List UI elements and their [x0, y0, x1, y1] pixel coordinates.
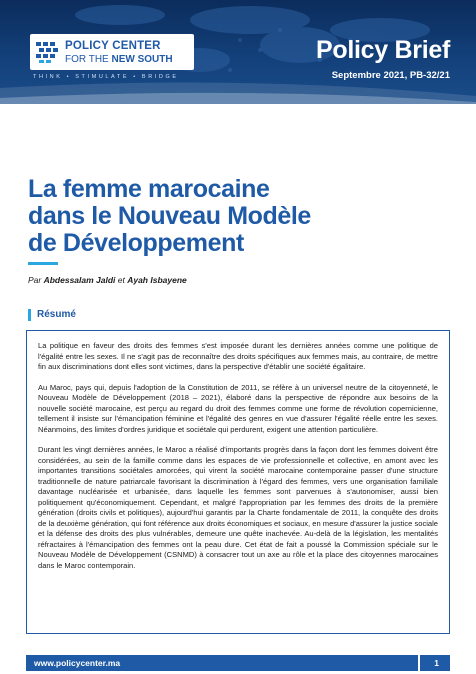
title-line-3: de Développement: [28, 229, 244, 257]
author-2: Ayah Isbayene: [127, 275, 187, 285]
document-type: Policy Brief: [316, 36, 450, 64]
title-line-2: dans le Nouveau Modèle: [28, 202, 311, 230]
logo-text-new-south: NEW SOUTH: [111, 54, 173, 65]
authors-line: [28, 275, 187, 285]
page-number: 1: [434, 658, 439, 668]
logo-text-for-the: FOR THE: [65, 54, 112, 65]
title-underline: [28, 262, 58, 265]
summary-paragraph-1: La politique en faveur des droits des femmes s'est imposée durant les dernières années comme une politique de l'égalité entre les sexes. Il ne s'agit pas de reconnaître des droits spécifiques aux femmes mais, au contraire, de mettre fin aux discriminations dont elles sont victimes, dans la perspective d'établir une société égalitaire.: [38, 341, 438, 371]
title-line-1: La femme marocaine: [28, 175, 270, 203]
summary-paragraph-3: Durant les vingt dernières années, le Maroc a réalisé d'importants progrès dans la façon dont les femmes doivent être considérées, au sein de la famille comme dans les espaces de vie professionnelle et collective, en amont avec les importantes transitions sociétales amorcées, qui virent la société marocaine contemporaine passer d'une structure traditionnelle de nature patriarcale favorisant la discrimination à l'égard des femmes, vers une organisation familiale davantage nucléarisée et urbanisée, dans laquelle les femmes sont parvenues à s'autonomiser, aussi bien politiquement qu'économiquement. Cependant, et malgré l'appropriation par les femmes des droits de la première génération (droits civils et politiques), aujourd'hui garantis par la Charte fondamentale de 2011, la conquête des droits de la deuxième génération, qui font référence aux droits économiques et sociaux, en mesure d'assurer la justice sociale et la défense des droits des plus vulnérables, demeure une quête inachevée. Au-delà de la législation, les mentalités réfractaires à l'émancipation des femmes ont la peau dure. Cet état de fait a poussé la Commission spéciale sur le Nouveau Modèle de Développement (CSNMD) à consacrer tout un axe au rôle et la place des citoyennes marocaines dans le Maroc contemporain.: [38, 445, 438, 570]
summary-paragraph-2: Au Maroc, pays qui, depuis l'adoption de la Constitution de 2011, se réfère à un universel neutre de la citoyenneté, le Nouveau Modèle de Développement (2018 – 2021), élaboré dans la perspective de répondre aux besoins de la nouvelle société marocaine, est perçu au regard du droit des femmes comme une forme de révolution copernicienne, tellement il insiste sur l'émancipation féminine et l'égalité des genres en vue d'assurer l'égalité réelle entre les sexes. Néanmoins, des limites d'ordres juridique et sociétale qui perdurent, exigent une attention particulière.: [38, 382, 438, 434]
summary-box: [26, 330, 450, 634]
footer-divider: [418, 655, 420, 671]
summary-heading: Résumé: [37, 309, 76, 320]
logo-mark-icon: [35, 40, 61, 64]
author-1: Abdessalam Jaldi: [43, 275, 116, 285]
authors-prefix: Par: [28, 275, 44, 285]
footer-website-link[interactable]: www.policycenter.ma: [34, 658, 121, 668]
document-title: [28, 176, 448, 257]
header-banner: [0, 0, 476, 104]
section-marker: [28, 309, 31, 321]
logo-text-line1: POLICY CENTER: [65, 40, 161, 52]
logo[interactable]: [30, 34, 194, 70]
logo-tagline: THINK • STIMULATE • BRIDGE: [33, 74, 179, 80]
footer-bar: [26, 655, 450, 671]
document-date-reference: Septembre 2021, PB-32/21: [331, 70, 450, 81]
logo-text-line2: [65, 54, 173, 65]
authors-joiner: et: [115, 275, 128, 285]
